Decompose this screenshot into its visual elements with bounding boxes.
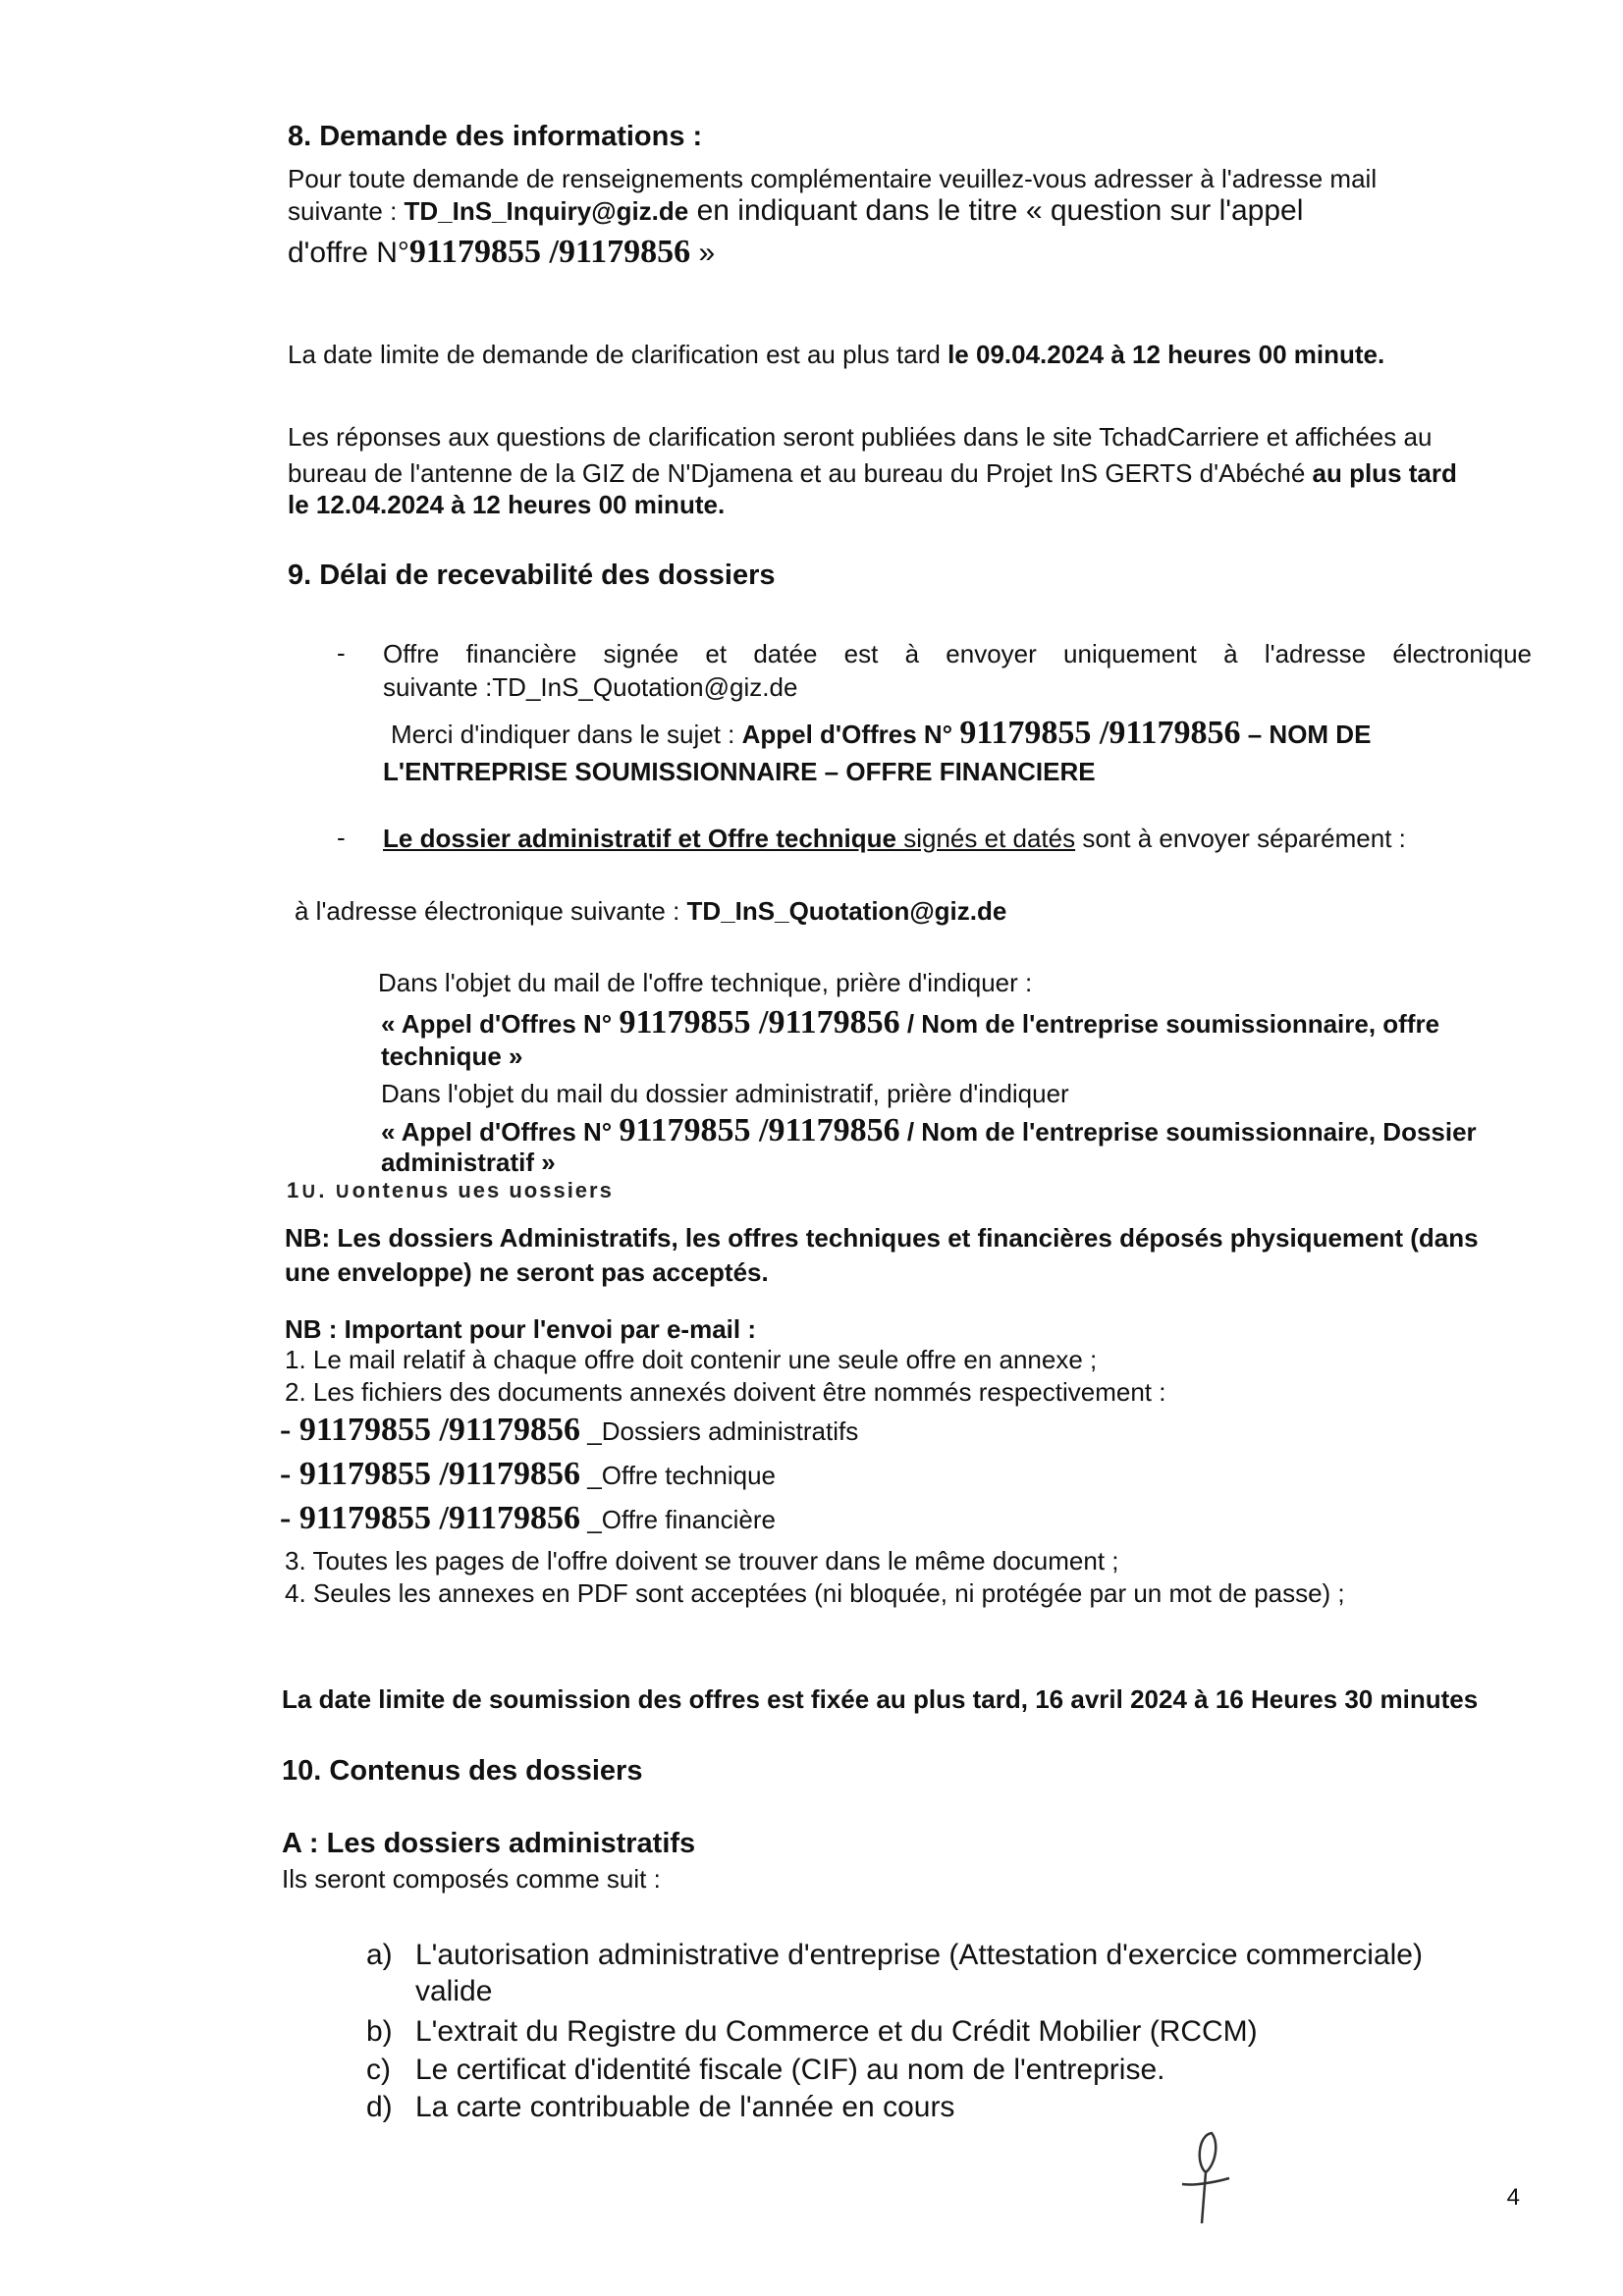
fin-offer-line4: L'ENTREPRISE SOUMISSIONNAIRE – OFFRE FINANCIERE (383, 757, 1096, 786)
nb-item-1: 1. Le mail relatif à chaque offre doit contenir une seule offre en annexe ; (285, 1345, 1098, 1374)
bullet-dash: - (337, 823, 346, 852)
bullet-dash: - (337, 638, 346, 667)
nb2-title: NB : Important pour l'envoi par e-mail : (285, 1314, 756, 1344)
responses-line2: bureau de l'antenne de la GIZ de N'Djamena et au bureau du Projet InS GERTS d'Abéché au plus tard (288, 458, 1457, 488)
submission-deadline: La date limite de soumission des offres est fixée au plus tard, 16 avril 2024 à 16 Heures 30 minutes (282, 1684, 1479, 1714)
list-item: b) L'extrait du Registre du Commerce et du Crédit Mobilier (RCCM) (366, 2015, 1258, 2048)
responses-line1: Les réponses aux questions de clarification seront publiées dans le site TchadCarriere et affichées au (288, 422, 1433, 452)
nb1-line2: une enveloppe) ne seront pas acceptés. (285, 1257, 769, 1287)
section-9-heading: 9. Délai de recevabilité des dossiers (288, 560, 776, 591)
file-name-1: - 91179855 /91179856 _Dossiers administratifs (280, 1412, 859, 1448)
admin-intro: Dans l'objet du mail du dossier administratif, prière d'indiquer (381, 1079, 1069, 1108)
section-8-heading: 8. Demande des informations : (288, 121, 703, 152)
section-10-heading: 10. Contenus des dossiers (282, 1755, 643, 1787)
quotation-address: à l'adresse électronique suivante : TD_InS_Quotation@giz.de (295, 896, 1007, 926)
tech-intro: Dans l'objet du mail de l'offre technique, prière d'indiquer : (378, 968, 1033, 997)
responses-line3: le 12.04.2024 à 12 heures 00 minute. (288, 490, 726, 519)
page-number: 4 (1506, 2184, 1520, 2211)
list-item-continuation: valide (415, 1975, 493, 2007)
list-item: d) La carte contribuable de l'année en cours (366, 2091, 955, 2123)
dossiers-intro: Ils seront composés comme suit : (282, 1864, 661, 1894)
quotation-email: TD_InS_Quotation@giz.de (686, 896, 1007, 926)
inquiry-email: TD_InS_Inquiry@giz.de (404, 196, 689, 226)
clarification-deadline: La date limite de demande de clarification est au plus tard le 09.04.2024 à 12 heures 00 minute. (288, 340, 1385, 369)
s8-paragraph-line3: d'offre N°91179855 /91179856 » (288, 234, 716, 270)
s8-paragraph-line1: Pour toute demande de renseignements complémentaire veuillez-vous adresser à l'adresse mail (288, 164, 1378, 193)
offer-numbers: 91179855 /91179856 (408, 234, 691, 270)
tech-subject-line1: « Appel d'Offres N° 91179855 /91179856 / Nom de l'entreprise soumissionnaire, offre (381, 1004, 1440, 1041)
admin-subject-line1: « Appel d'Offres N° 91179855 /91179856 / Nom de l'entreprise soumissionnaire, Dossier (381, 1112, 1477, 1148)
fin-offer-subject: Merci d'indiquer dans le sujet : Appel d'Offres N° 91179855 /91179856 – NOM DE (391, 715, 1372, 751)
tech-subject-line2: technique » (381, 1041, 523, 1071)
nb-item-2: 2. Les fichiers des documents annexés doivent être nommés respectivement : (285, 1377, 1166, 1407)
file-name-3: - 91179855 /91179856 _Offre financière (280, 1500, 776, 1536)
nb-item-4: 4. Seules les annexes en PDF sont acceptées (ni bloquée, ni protégée par un mot de passe) ; (285, 1578, 1345, 1608)
fin-offer-line2: suivante :TD_InS_Quotation@giz.de (383, 672, 798, 702)
s8-paragraph-line2: suivante : TD_InS_Inquiry@giz.de en indiquant dans le titre « question sur l'appel (288, 194, 1304, 227)
handwritten-initials (1168, 2125, 1237, 2233)
nb1-line1: NB: Les dossiers Administratifs, les offres techniques et financières déposés physiquement (dans (285, 1223, 1479, 1253)
fin-offer-line1: Offre financière signée et datée est à envoyer uniquement à l'adresse électronique (383, 639, 1532, 668)
admin-subject-line2: administratif » (381, 1148, 556, 1177)
garbled-overprint: 1∪. ∪ontenus ues uossiers (287, 1178, 614, 1198)
list-item: a) L'autorisation administrative d'entreprise (Attestation d'exercice commerciale) (366, 1939, 1423, 1971)
nb-item-3: 3. Toutes les pages de l'offre doivent se trouver dans le même document ; (285, 1546, 1119, 1575)
file-name-2: - 91179855 /91179856 _Offre technique (280, 1456, 777, 1492)
dossiers-admin-heading: A : Les dossiers administratifs (282, 1828, 696, 1859)
list-item: c) Le certificat d'identité fiscale (CIF) au nom de l'entreprise. (366, 2054, 1165, 2086)
admin-tech-dossier-line: Le dossier administratif et Offre technique signés et datés sont à envoyer séparément : (383, 824, 1406, 853)
